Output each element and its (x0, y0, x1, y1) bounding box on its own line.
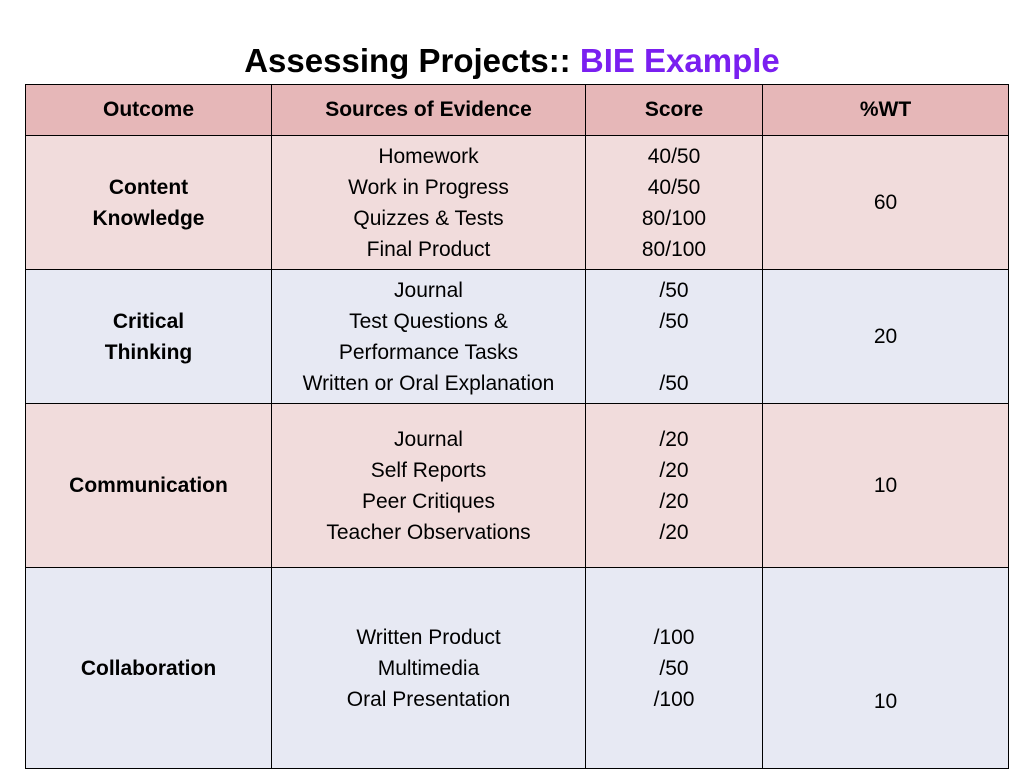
source-item: Written or Oral Explanation (302, 371, 555, 395)
score-item: /50 (659, 309, 689, 333)
assessment-table (25, 84, 1009, 769)
score-item: /100 (653, 625, 695, 649)
weight-cell: 60 (763, 136, 1009, 270)
table-row (26, 136, 1009, 270)
source-item: Final Product (366, 237, 491, 261)
score-item: /50 (659, 371, 689, 395)
score-item: 80/100 (641, 206, 707, 230)
title-accent: BIE Example (579, 42, 780, 79)
slide-title (0, 38, 1024, 84)
source-item: Multimedia (377, 656, 480, 680)
header-score: Score (586, 85, 763, 136)
sources-cell (272, 136, 586, 270)
header-sources: Sources of Evidence (272, 85, 586, 136)
source-item: Oral Presentation (346, 687, 511, 711)
source-item: Homework (378, 144, 479, 168)
outcome-line: Critical (112, 309, 185, 333)
outcome-line: Communication (69, 474, 228, 497)
score-item: /100 (653, 687, 695, 711)
sources-cell (272, 404, 586, 568)
table-header-row (26, 85, 1009, 136)
source-item: Written Product (356, 625, 501, 649)
source-item: Journal (394, 278, 463, 302)
weight-value: 10 (873, 689, 898, 713)
outcome-line: Thinking (104, 340, 193, 364)
title-main: Assessing Projects:: (244, 42, 571, 79)
header-weight: %WT (763, 85, 1009, 136)
outcome-line: Content (108, 175, 189, 199)
source-item: Peer Critiques (361, 489, 496, 513)
outcome-cell (26, 404, 272, 568)
source-item: Journal (394, 427, 463, 451)
score-cell (586, 568, 763, 769)
score-cell (586, 270, 763, 404)
score-item: /20 (659, 458, 689, 482)
outcome-line: Collaboration (80, 656, 217, 680)
table-row (26, 270, 1009, 404)
score-item: /50 (659, 656, 689, 680)
weight-cell (763, 568, 1009, 769)
score-item: 40/50 (647, 175, 701, 199)
header-outcome: Outcome (26, 85, 272, 136)
outcome-line: Knowledge (92, 206, 205, 230)
outcome-cell (26, 568, 272, 769)
score-cell (586, 404, 763, 568)
source-item: Work in Progress (348, 175, 509, 199)
score-item: /50 (659, 278, 689, 302)
score-item: /20 (659, 427, 689, 451)
source-item: Quizzes & Tests (353, 206, 504, 230)
weight-cell: 10 (763, 404, 1009, 568)
source-item: Self Reports (370, 458, 487, 482)
score-item: 40/50 (647, 144, 701, 168)
score-item: /20 (659, 520, 689, 544)
sources-cell (272, 270, 586, 404)
score-item: /20 (659, 489, 689, 513)
weight-cell: 20 (763, 270, 1009, 404)
outcome-cell (26, 136, 272, 270)
outcome-cell (26, 270, 272, 404)
source-item: Test Questions & (349, 309, 508, 333)
score-cell (586, 136, 763, 270)
table-row (26, 568, 1009, 769)
score-item: 80/100 (641, 237, 707, 261)
source-item: Teacher Observations (326, 520, 531, 544)
table-row (26, 404, 1009, 568)
source-item: Performance Tasks (338, 340, 519, 364)
sources-cell (272, 568, 586, 769)
